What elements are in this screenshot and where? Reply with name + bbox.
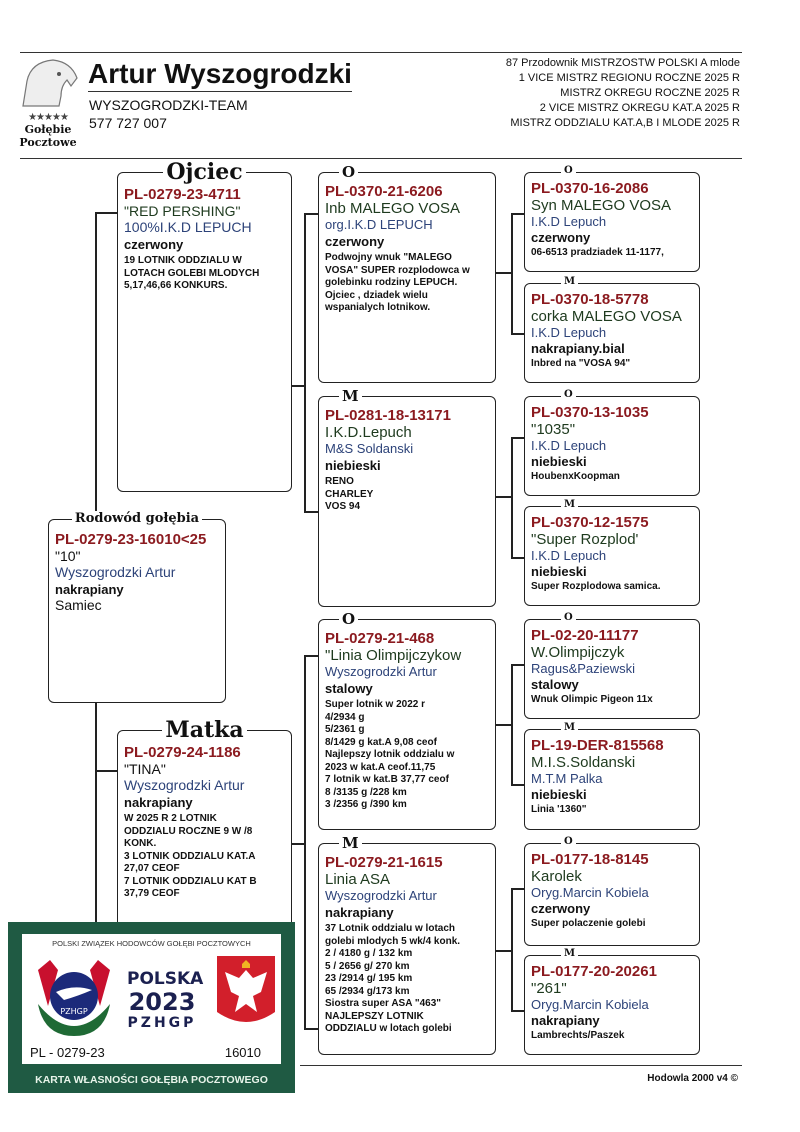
pigeon-color: niebieski <box>531 454 587 469</box>
connector <box>95 703 97 923</box>
grandparent-card[interactable] <box>318 163 496 383</box>
logo-text-2: Pocztowe <box>19 136 77 149</box>
pigeon-name: "TINA" <box>124 761 166 777</box>
breeder: Wyszogrodzki Artur <box>325 888 437 903</box>
pigeon-color: nakrapiany <box>55 582 124 597</box>
card-year: 2023 <box>128 988 196 1016</box>
notes: RENO CHARLEY VOS 94 <box>325 476 374 512</box>
notes: 06-6513 pradziadek 11-1177, <box>531 247 664 258</box>
breeder: I.K.D Lepuch <box>531 325 607 340</box>
father-label: Ojciec <box>163 159 245 185</box>
pigeon-name: "1035" <box>531 421 576 438</box>
pigeon-name: "Super Rozplod' <box>531 531 639 548</box>
connector <box>304 655 306 1030</box>
breeder: M.T.M Palka <box>531 771 603 786</box>
pigeon-color: nakrapiany <box>325 905 394 920</box>
dam-label: M <box>561 276 578 287</box>
eagle-head-icon <box>15 56 81 108</box>
pigeon-color: czerwony <box>124 237 184 252</box>
connector <box>495 272 512 274</box>
pigeon-color: nakrapiany <box>531 1013 600 1028</box>
grandparent-card[interactable] <box>318 610 496 830</box>
breeder: I.K.D Lepuch <box>531 214 607 229</box>
great-grandparent-card[interactable] <box>524 276 700 383</box>
polish-eagle-icon <box>217 956 275 1028</box>
pigeon-color: czerwony <box>531 230 591 245</box>
connector <box>511 888 525 890</box>
achievement: 2 VICE MISTRZ OKREGU KAT.A 2025 R <box>539 102 740 114</box>
pzhgp-emblem-icon <box>34 956 114 1036</box>
great-grandparent-card[interactable] <box>524 612 700 719</box>
breeder: Oryg.Marcin Kobiela <box>531 997 649 1012</box>
connector <box>95 770 118 772</box>
notes: Lambrechts/Paszek <box>531 1030 625 1041</box>
connector <box>304 213 319 215</box>
ring-number: PL-0279-23-16010<25 <box>55 531 207 548</box>
owner-name: Artur Wyszogrodzki <box>88 58 352 92</box>
connector <box>304 511 319 513</box>
pigeon-root-card[interactable] <box>48 511 226 703</box>
connector <box>511 437 513 559</box>
father-card[interactable] <box>117 159 292 492</box>
connector <box>304 655 319 657</box>
ownership-card <box>8 922 295 1093</box>
breeder: I.K.D Lepuch <box>531 438 607 453</box>
pigeon-color: niebieski <box>531 564 587 579</box>
ring-number: PL-0281-18-13171 <box>325 407 451 424</box>
pigeon-name: Inb MALEGO VOSA <box>325 200 461 217</box>
card-ring-number: 16010 <box>224 1045 261 1060</box>
grandparent-card[interactable] <box>318 834 496 1055</box>
pigeon-name: "Linia Olimpijczykow <box>325 647 462 664</box>
bottom-rule <box>300 1065 742 1066</box>
connector <box>304 213 306 513</box>
mother-label: Matka <box>162 717 246 743</box>
sire-label: O <box>561 836 576 847</box>
breeder: I.K.D Lepuch <box>531 548 607 563</box>
ring-number: PL-0177-20-20261 <box>531 963 657 980</box>
pigeon-color: niebieski <box>531 787 587 802</box>
pigeon-name: M.I.S.Soldanski <box>531 754 636 771</box>
great-grandparent-card[interactable] <box>524 165 700 272</box>
emblem-text: PZHGP <box>60 1007 88 1016</box>
grandparent-card[interactable] <box>318 387 496 607</box>
pigeon-color: stalowy <box>325 681 373 696</box>
connector <box>95 212 97 520</box>
connector <box>291 843 305 845</box>
notes: 37 Lotnik oddzialu w lotach golebi mlodych 5 wk/4 konk. 2 / 4180 g / 132 km 5 / 2656 g/ 270 km 23 /2914 g/ 195 km 65 /2934 g/173 km Siostra super ASA "463" NAJLEPSZY LOTNIK ODDZIALU w lotach golebi <box>325 923 461 1034</box>
connector <box>291 385 305 387</box>
pigeon-name: Linia ASA <box>325 871 391 888</box>
ring-number: PL-0279-21-468 <box>325 630 435 647</box>
great-grandparent-card[interactable] <box>524 948 700 1055</box>
logo-stars: ★★★★★ <box>28 112 68 123</box>
breeder: Wyszogrodzki Artur <box>325 664 437 679</box>
connector <box>511 664 513 786</box>
pigeon-sex: Samiec <box>55 597 102 613</box>
sire-label: O <box>561 165 576 176</box>
pigeon-color: stalowy <box>531 677 579 692</box>
dam-label: M <box>561 948 578 959</box>
sire-label: O <box>561 389 576 400</box>
pigeon-color: czerwony <box>531 901 591 916</box>
connector <box>511 557 525 559</box>
breeder: org.I.K.D LEPUCH <box>325 217 433 232</box>
pigeon-name: W.Olimpijczyk <box>531 644 625 661</box>
notes: HoubenxKoopman <box>531 471 620 482</box>
connector <box>511 664 525 666</box>
card-assoc: PZHGP <box>127 1015 197 1031</box>
ring-number: PL-0279-23-4711 <box>124 186 241 203</box>
pigeon-color: nakrapiany <box>124 795 193 810</box>
connector <box>495 724 512 726</box>
connector <box>495 496 512 498</box>
breeder: M&S Soldanski <box>325 441 414 456</box>
connector <box>511 213 525 215</box>
ring-number: PL-0279-24-1186 <box>124 744 241 761</box>
great-grandparent-card[interactable] <box>524 389 700 496</box>
ring-number: PL-0370-12-1575 <box>531 514 649 531</box>
notes: Wnuk Olimpic Pigeon 11x <box>531 694 653 705</box>
notes: W 2025 R 2 LOTNIK ODDZIALU ROCZNE 9 W /8 KONK. 3 LOTNIK ODDZIALU KAT.A 27,07 CEOF 7 LOTNIK ODDZIALU KAT B 37,79 CEOF <box>124 813 257 899</box>
card-org: POLSKI ZWIĄZEK HODOWCÓW GOŁĘBI POCZTOWYCH <box>52 939 251 948</box>
notes: Podwojny wnuk "MALEGO VOSA" SUPER rozplodowca w golebinku rodziny LEPUCH. Ojciec , dziadek wielu wspanialych lotnikow. <box>325 252 470 313</box>
breeder: Wyszogrodzki Artur <box>55 564 176 580</box>
notes: Inbred na "VOSA 94" <box>531 358 631 369</box>
ring-number: PL-0370-13-1035 <box>531 404 649 421</box>
connector <box>304 1028 319 1030</box>
pigeon-name: Syn MALEGO VOSA <box>531 197 672 214</box>
ring-number: PL-0279-21-1615 <box>325 854 443 871</box>
connector <box>95 212 118 214</box>
ring-number: PL-0370-16-2086 <box>531 180 649 197</box>
dam-label: M <box>561 722 578 733</box>
ring-number: PL-0370-18-5778 <box>531 291 649 308</box>
pigeon-name: "10" <box>55 548 81 564</box>
connector <box>511 784 525 786</box>
ring-number: PL-02-20-11177 <box>531 627 639 644</box>
software-credit: Hodowla 2000 v4 © <box>647 1073 738 1084</box>
pigeon-color: czerwony <box>325 234 385 249</box>
eagle-logo <box>12 56 84 149</box>
connector <box>511 1010 525 1012</box>
pigeon-name: corka MALEGO VOSA <box>531 308 682 325</box>
top-rule <box>20 52 742 53</box>
achievement: 87 Przodownik MISTRZOSTW POLSKI A mlode <box>505 57 740 69</box>
connector <box>511 333 525 335</box>
card-country: POLSKA <box>127 969 204 989</box>
sire-label: O <box>561 612 576 623</box>
achievement: MISTRZ OKREGU ROCZNE 2025 R <box>560 87 740 99</box>
pigeon-name: Karolek <box>531 868 582 885</box>
pigeon-name: "261" <box>531 980 567 997</box>
great-grandparent-card[interactable] <box>524 722 700 830</box>
dam-label: M <box>561 499 578 510</box>
ring-number: PL-0177-18-8145 <box>531 851 649 868</box>
dam-label: M <box>339 834 362 852</box>
achievement: 1 VICE MISTRZ REGIONU ROCZNE 2025 R <box>518 72 740 84</box>
notes: 19 LOTNIK ODDZIALU W LOTACH GOLEBI MLODYCH 5,17,46,66 KONKURS. <box>124 255 260 291</box>
notes: Super polaczenie golebi <box>531 918 646 929</box>
achievements <box>506 56 740 131</box>
pigeon-color: nakrapiany.bial <box>531 341 625 356</box>
great-grandparent-card[interactable] <box>524 836 700 946</box>
breeder: 100%I.K.D LEPUCH <box>124 219 252 235</box>
team-name: WYSZOGRODZKI-TEAM <box>89 97 248 113</box>
great-grandparent-card[interactable] <box>524 499 700 606</box>
connector <box>511 888 513 1012</box>
notes: Super Rozplodowa samica. <box>531 581 661 592</box>
connector <box>495 950 512 952</box>
pigeon-name: "RED PERSHING" <box>124 203 241 219</box>
ring-number: PL-0370-21-6206 <box>325 183 443 200</box>
root-label: Rodowód gołębia <box>72 511 202 526</box>
pigeon-name: I.K.D.Lepuch <box>325 424 412 441</box>
connector <box>511 437 525 439</box>
pigeon-color: niebieski <box>325 458 381 473</box>
breeder: Ragus&Paziewski <box>531 661 636 676</box>
sire-label: O <box>339 610 358 628</box>
logo-text-1: Gołębie <box>24 123 72 136</box>
phone-number: 577 727 007 <box>89 115 167 131</box>
notes: Super lotnik w 2022 r 4/2934 g 5/2361 g 8/1429 g kat.A 9,08 ceof Najlepszy lotnik oddzialu w 2023 w kat.A ceof.11,75 7 lotnik w kat.B 37,77 ceof 8 /3135 g /228 km 3 /2356 g /390 km <box>325 699 455 810</box>
breeder: Wyszogrodzki Artur <box>124 777 245 793</box>
sire-label: O <box>339 163 358 181</box>
card-ring-prefix: PL - 0279-23 <box>30 1045 105 1060</box>
dam-label: M <box>339 387 362 405</box>
achievement: MISTRZ ODDZIALU KAT.A,B I MLODE 2025 R <box>510 117 740 129</box>
connector <box>511 213 513 335</box>
breeder: Oryg.Marcin Kobiela <box>531 885 649 900</box>
card-footer: KARTA WŁASNOŚCI GOŁĘBIA POCZTOWEGO <box>35 1074 268 1086</box>
notes: Linia '1360" <box>531 804 587 815</box>
ring-number: PL-19-DER-815568 <box>531 737 664 754</box>
